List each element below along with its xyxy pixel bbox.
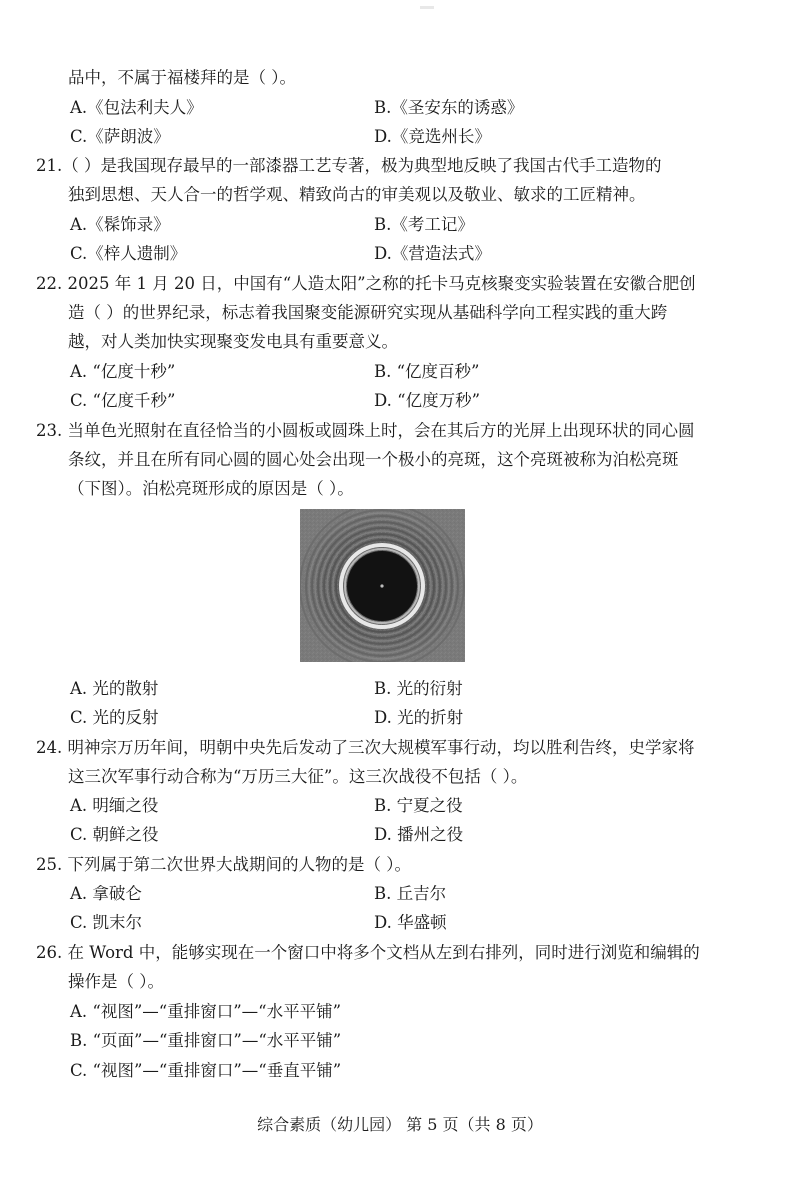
q25-option-a: A. 拿破仑 xyxy=(70,884,142,903)
q24-option-c: C. 朝鲜之役 xyxy=(70,825,159,844)
q21-stem-line1: 21.（ ）是我国现存最早的一部漆器工艺专著，极为典型地反映了我国古代手工造物的 xyxy=(36,156,662,175)
q24-stem-line1: 24. 明神宗万历年间，明朝中央先后发动了三次大规模军事行动，均以胜利告终，史学家将 xyxy=(36,738,695,757)
q21-option-a: A.《髹饰录》 xyxy=(70,215,170,234)
poisson-spot-figure xyxy=(300,509,465,662)
q23-option-c: C. 光的反射 xyxy=(70,708,159,727)
q24-option-d: D. 播州之役 xyxy=(374,825,464,844)
q20-option-d: D.《竞选州长》 xyxy=(374,127,491,146)
q22-stem-line3: 越，对人类加快实现聚变发电具有重要意义。 xyxy=(68,332,398,351)
q26-option-b: B. “页面”—“重排窗口”—“水平平铺” xyxy=(70,1031,342,1050)
q23-stem-line3: （下图）。泊松亮斑形成的原因是（ ）。 xyxy=(68,479,354,498)
q21-option-d: D.《营造法式》 xyxy=(374,244,491,263)
page-footer: 综合素质（幼儿园） 第 5 页（共 8 页） xyxy=(257,1115,543,1134)
q20-option-b: B.《圣安东的诱惑》 xyxy=(374,98,524,117)
q26-stem-line1: 26. 在 Word 中，能够实现在一个窗口中将多个文档从左到右排列，同时进行浏览和编辑的 xyxy=(36,943,700,962)
scan-mark xyxy=(420,6,434,9)
q21-option-b: B.《考工记》 xyxy=(374,215,474,234)
q25-option-c: C. 凯末尔 xyxy=(70,913,143,932)
q26-option-a: A. “视图”—“重排窗口”—“水平平铺” xyxy=(70,1002,342,1021)
q20-stem: 品中，不属于福楼拜的是（ ）。 xyxy=(68,68,296,87)
q22-stem-line2: 造（ ）的世界纪录，标志着我国聚变能源研究实现从基础科学向工程实践的重大跨 xyxy=(68,303,668,322)
q23-option-b: B. 光的衍射 xyxy=(374,679,463,698)
q22-option-a: A. “亿度十秒” xyxy=(70,362,176,381)
q23-option-a: A. 光的散射 xyxy=(70,679,159,698)
q25-option-d: D. 华盛顿 xyxy=(374,913,447,932)
q23-stem-line2: 条纹，并且在所有同心圆的圆心处会出现一个极小的亮斑，这个亮斑被称为泊松亮斑 xyxy=(68,450,679,469)
q22-option-d: D. “亿度万秒” xyxy=(374,391,481,410)
q21-option-c: C.《梓人遗制》 xyxy=(70,244,187,263)
q22-stem-line1: 22. 2025 年 1 月 20 日，中国有“人造太阳”之称的托卡马克核聚变实验装置在安徽合肥创 xyxy=(36,274,696,293)
q25-option-b: B. 丘吉尔 xyxy=(374,884,447,903)
q23-option-d: D. 光的折射 xyxy=(374,708,464,727)
q22-option-b: B. “亿度百秒” xyxy=(374,362,480,381)
q23-stem-line1: 23. 当单色光照射在直径恰当的小圆板或圆珠上时，会在其后方的光屏上出现环状的同心圆 xyxy=(36,421,695,440)
q24-option-a: A. 明缅之役 xyxy=(70,796,159,815)
q26-stem-line2: 操作是（ ）。 xyxy=(68,972,164,991)
q20-option-a: A.《包法利夫人》 xyxy=(70,98,203,117)
q20-option-c: C.《萨朗波》 xyxy=(70,127,170,146)
q25-stem: 25. 下列属于第二次世界大战期间的人物的是（ ）。 xyxy=(36,855,411,874)
q24-option-b: B. 宁夏之役 xyxy=(374,796,463,815)
q24-stem-line2: 这三次军事行动合称为“万历三大征”。这三次战役不包括（ ）。 xyxy=(68,767,528,786)
q22-option-c: C. “亿度千秒” xyxy=(70,391,176,410)
q26-option-c: C. “视图”—“重排窗口”—“垂直平铺” xyxy=(70,1061,342,1080)
q21-stem-line2: 独到思想、天人合一的哲学观、精致尚古的审美观以及敬业、敏求的工匠精神。 xyxy=(68,185,646,204)
